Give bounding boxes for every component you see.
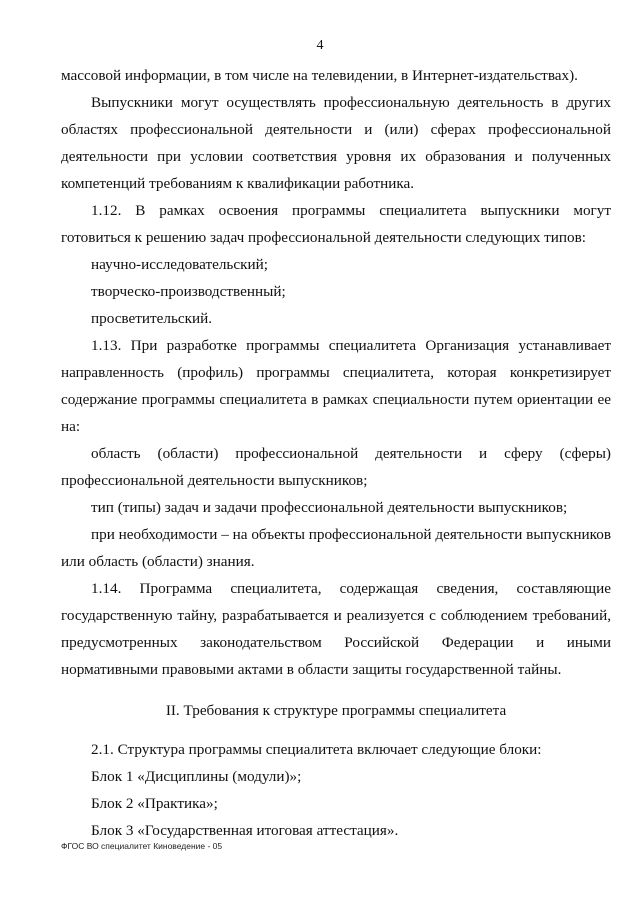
list-item-creative-production: творческо-производственный;	[91, 283, 286, 300]
list-item-research: научно-исследовательский;	[91, 256, 268, 273]
paragraph-2-1: 2.1. Структура программы специалитета включает следующие блоки:	[91, 741, 542, 758]
paragraph-1-13: 1.13. При разработке программы специалитета Организация устанавливает направленность (профиль) программы специалитета, которая конкретизирует содержание программы специалитета в рамках специальности путем ориентации ее на:	[61, 337, 611, 435]
paragraph-graduates-activity: Выпускники могут осуществлять профессиональную деятельность в других областях профессиональной деятельности и (или) сферах профессиональной деятельности при условии соответствия уровня их образования и полученных компетенций требованиям к квалификации работника.	[61, 94, 611, 192]
page-number: 4	[316, 38, 324, 53]
list-item-educational: просветительский.	[91, 310, 213, 327]
list-item-block-2: Блок 2 «Практика»;	[91, 795, 218, 812]
list-item-areas: область (области) профессиональной деятельности и сферу (сферы) профессиональной деятельности выпускников;	[61, 445, 611, 489]
list-item-objects: при необходимости – на объекты профессиональной деятельности выпускников или область (области) знания.	[61, 526, 611, 570]
list-item-task-types: тип (типы) задач и задачи профессиональной деятельности выпускников;	[91, 499, 568, 516]
document-body	[61, 62, 611, 844]
list-item-block-1: Блок 1 «Дисциплины (модули)»;	[91, 768, 302, 785]
paragraph-1-12: 1.12. В рамках освоения программы специалитета выпускники могут готовиться к решению задач профессиональной деятельности следующих типов:	[61, 202, 611, 246]
section-heading: II. Требования к структуре программы специалитета	[165, 702, 507, 719]
page-footer: ФГОС ВО специалитет Киноведение - 05	[61, 841, 223, 851]
paragraph-1-14: 1.14. Программа специалитета, содержащая сведения, составляющие государственную тайну, разрабатывается и реализуется с соблюдением требований, предусмотренных законодательством Российской Федерации и иными нормативными правовыми актами в области защиты государственной тайны.	[61, 580, 611, 678]
paragraph-continuation: массовой информации, в том числе на телевидении, в Интернет-издательствах).	[61, 67, 578, 84]
list-item-block-3: Блок 3 «Государственная итоговая аттестация».	[91, 822, 399, 839]
